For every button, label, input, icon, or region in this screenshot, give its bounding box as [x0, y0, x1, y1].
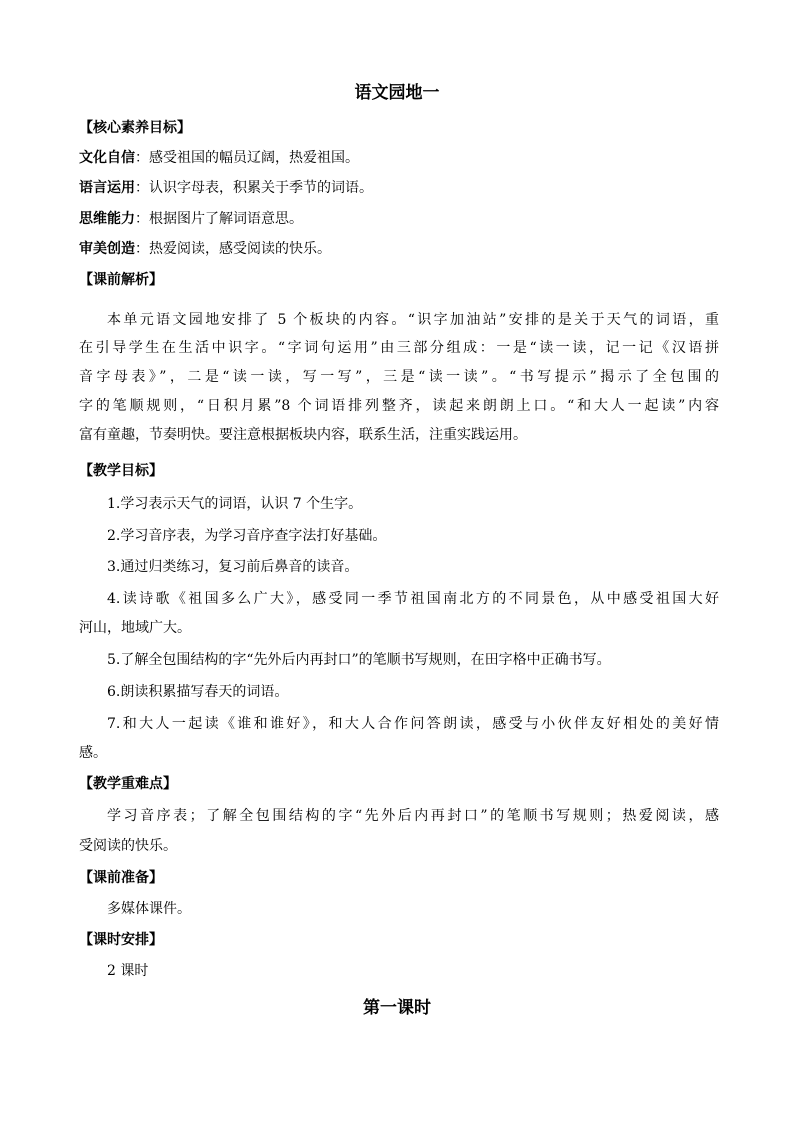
- goal-line: 河山，地域广大。: [79, 620, 191, 636]
- core-item-text: ：感受祖国的幅员辽阔，热爱祖国。: [135, 150, 359, 166]
- analysis-line: 在引导学生在生活中识字。“字词句运用”由三部分组成：一是“读一读，记一记《汉语拼: [79, 340, 719, 356]
- core-item: [79, 209, 719, 229]
- key-line: 学习音序表；了解全包围结构的字“先外后内再封口”的笔顺书写规则；热爱阅读，感: [107, 808, 719, 824]
- section-heading-key: 【教学重难点】: [79, 776, 177, 792]
- core-item-label: 文化自信: [79, 150, 135, 166]
- core-item: [79, 148, 719, 168]
- goal-line: 7.和大人一起读《谁和谁好》，和大人合作问答朗读，感受与小伙伴友好相处的美好情: [107, 716, 719, 732]
- core-item-text: ：根据图片了解词语意思。: [135, 211, 303, 227]
- goal-line: 1.学习表示天气的词语，认识 7 个生字。: [107, 496, 363, 512]
- core-item-label: 语言运用: [79, 180, 135, 196]
- goal-line: 4.读诗歌《祖国多么广大》，感受同一季节祖国南北方的不同景色，从中感受祖国大好: [107, 591, 719, 607]
- section-heading-goals: 【教学目标】: [79, 463, 163, 479]
- core-item-label: 思维能力: [79, 211, 135, 227]
- key-line: 受阅读的快乐。: [79, 838, 177, 854]
- goal-line: 2.学习音序表，为学习音序查字法打好基础。: [107, 528, 387, 544]
- document-title: 语文园地一: [354, 83, 440, 103]
- lesson-title: 第一课时: [363, 998, 431, 1018]
- section-heading-schedule: 【课时安排】: [79, 932, 163, 948]
- goal-line: 5.了解全包围结构的字“先外后内再封口”的笔顺书写规则，在田字格中正确书写。: [107, 652, 611, 668]
- core-item-label: 审美创造: [79, 241, 135, 257]
- schedule-line: 2 课时: [107, 963, 149, 979]
- analysis-line: 富有童趣，节奏明快。要注意根据板块内容，联系生活，注重实践运用。: [79, 427, 527, 443]
- section-heading-prep: 【课前准备】: [79, 870, 163, 886]
- analysis-line: 字的笔顺规则，“日积月累”8 个词语排列整齐，读起来朗朗上口。“和大人一起读”内容: [79, 398, 719, 414]
- core-item: [79, 239, 719, 259]
- goal-line: 6.朗读积累描写春天的词语。: [107, 684, 289, 700]
- prep-line: 多媒体课件。: [107, 901, 191, 917]
- goal-line: 3.通过归类练习，复习前后鼻音的读音。: [107, 559, 359, 575]
- core-item-text: ：热爱阅读，感受阅读的快乐。: [135, 241, 331, 257]
- core-item-text: ：认识字母表，积累关于季节的词语。: [135, 180, 373, 196]
- section-heading-core: 【核心素养目标】: [79, 120, 191, 136]
- analysis-line: 本单元语文园地安排了 5 个板块的内容。“识字加油站”安排的是关于天气的词语，重: [107, 312, 719, 328]
- analysis-line: 音字母表》”，二是“读一读，写一写”，三是“读一读”。“书写提示”揭示了全包围的: [79, 369, 719, 385]
- core-item: [79, 178, 719, 198]
- section-heading-analysis: 【课前解析】: [79, 272, 163, 288]
- goal-line: 感。: [79, 745, 107, 761]
